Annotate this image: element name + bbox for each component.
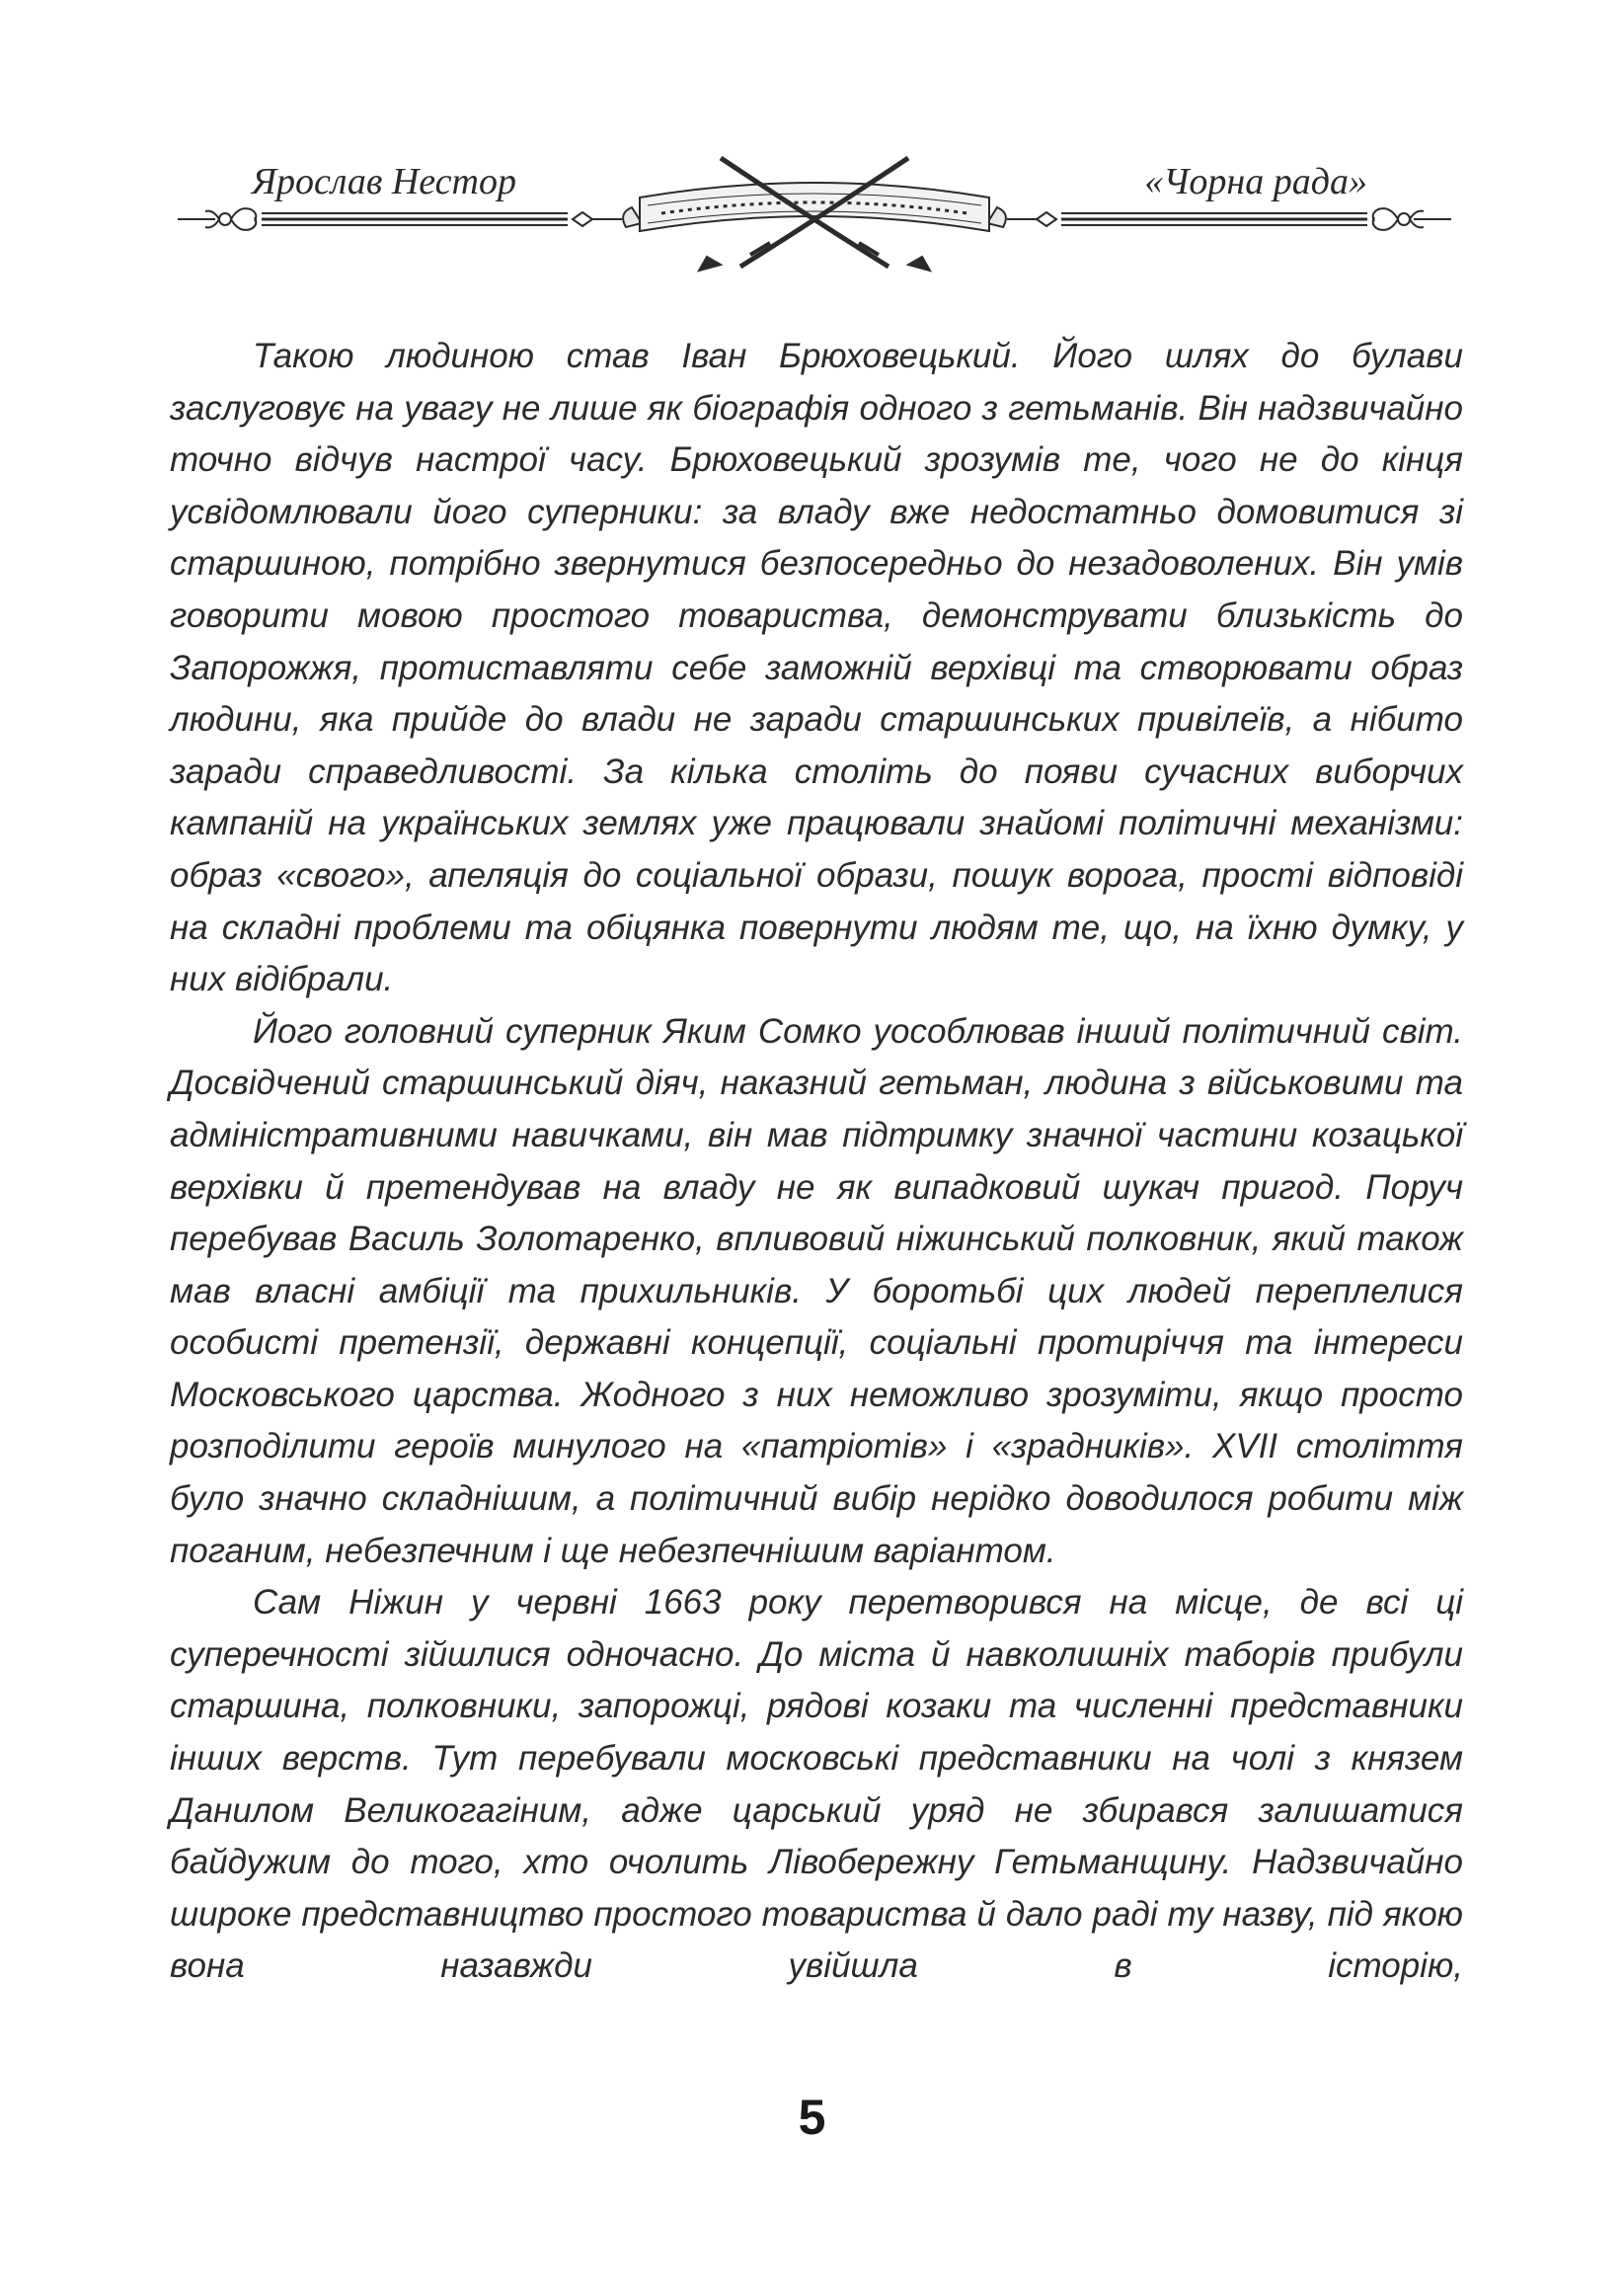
crossed-sabers-ribbon-icon: [623, 158, 1006, 271]
header-author: Ярослав Нестор: [252, 161, 516, 202]
left-flourish-icon: [178, 208, 622, 230]
paragraph-1: Такою людиною став Іван Брюховецький. Його шлях до булави заслуговує на увагу не лише як біографія одного з гетьманів. Він надзвичайно точно відчув настрої часу. Брюховецький зрозумів те, чого не до кінця усвідомлювали його суперники: за владу вже недостатньо домовитися зі старшиною, потрібно звернутися безпосередньо до незадоволених. Він умів говорити мовою простого товариства, демонструвати близькість до Запорожжя, протиставляти себе заможній верхівці та створювати образ людини, яка прийде до влади не заради старшинських привілеїв, а нібито заради справедливості. За кілька століть до появи сучасних виборчих кампаній на українських землях уже працювали знайомі політичні механізми: образ «свого», апеляція до соціальної образи, пошук ворога, прості відповіді на складні проблеми та обіцянка повернути людям те, що, на їхню думку, у них відібрали.: [170, 337, 1463, 999]
main-text: [170, 331, 1463, 1993]
header-title: «Чорна рада»: [1144, 161, 1367, 202]
running-header: [168, 148, 1461, 277]
paragraph-2: Його головний суперник Яким Сомко уособлював інший політичний світ. Досвідчений старшинський діяч, наказний гетьман, людина з військовими та адміністративними навичками, він мав підтримку значної частини козацької верхівки й претендував на владу не як випадковий шукач пригод. Поруч перебував Василь Золотаренко, впливовий ніжинський полковник, який також мав власні амбіції та прихильників. У боротьбі цих людей переплелися особисті претензії, державні концепції, соціальні протиріччя та інтереси Московського царства. Жодного з них неможливо зрозуміти, якщо просто розподілити героїв минулого на «патріотів» і «зрадників». XVII століття було значно складнішим, а політичний вибір нерідко доводилося робити між поганим, небезпечним і ще небезпечнішим варіантом.: [170, 1011, 1463, 1570]
page-number: 5: [798, 2090, 826, 2145]
paragraph-3: Сам Ніжин у червні 1663 року перетворився на місце, де всі ці суперечності зійшлися одночасно. До міста й навколишніх таборів прибули старшина, полковники, запорожці, рядові козаки та численні представники інших верств. Тут перебували московські представники на чолі з князем Данилом Великогагіним, адже царський уряд не збирався залишатися байдужим до того, хто очолить Лівобережну Гетьманщину. Надзвичайно широке представництво простого товариства й дало раді ту назву, під якою вона назавжди увійшла в історію,: [170, 1583, 1463, 1986]
right-flourish-icon: [1007, 208, 1451, 230]
